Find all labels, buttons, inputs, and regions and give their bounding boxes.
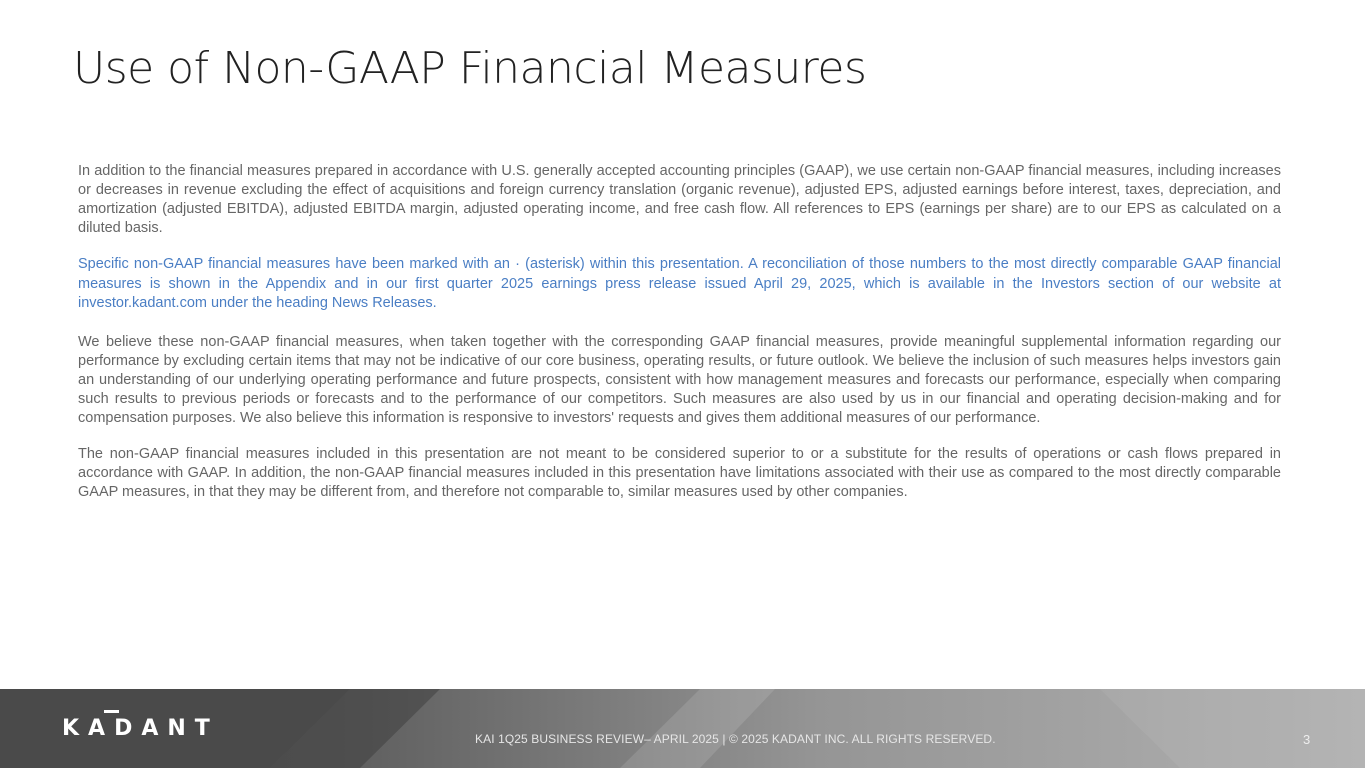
- paragraph-intro: In addition to the financial measures prepared in accordance with U.S. generally accepted accounting principles (GAAP), we use certain non-GAAP financial measures, including increases or decreases in revenue excluding the effect of acquisitions and foreign currency translation (organic revenue), adjusted EPS, adjusted earnings before interest, taxes, depreciation, and amortization (adjusted EBITDA), adjusted EBITDA margin, adjusted operating income, and free cash flow. All references to EPS (earnings per share) are to our EPS as calculated on a diluted basis.: [78, 163, 1281, 236]
- paragraph-reconciliation-note: Specific non-GAAP financial measures have been marked with an · (asterisk) within this presentation. A reconciliation of those numbers to the most directly comparable GAAP financial measures is shown in the Appendix and in our first quarter 2025 earnings press release issued April 29, 2025, which is available in the Investors section of our website at investor.kadant.com under the heading News Releases.: [78, 256, 1281, 311]
- kadant-logo: [62, 707, 222, 747]
- page-title: Use of Non-GAAP Financial Measures: [73, 43, 867, 94]
- body-content: [78, 162, 1281, 519]
- footer-light-stripe: [620, 689, 775, 768]
- footer-light-panel: [1100, 689, 1365, 768]
- logo-wordmark: KADANT: [62, 716, 219, 741]
- page-number: 3: [1303, 732, 1311, 747]
- logo-macron: [104, 710, 119, 713]
- paragraph-rationale: We believe these non-GAAP financial measures, when taken together with the corresponding GAAP financial measures, provide meaningful supplemental information regarding our performance by excluding certain items that may not be indicative of our core business, operating results, or future outlook. We believe the inclusion of such measures helps investors gain an understanding of our underlying operating performance and future prospects, consistent with how management measures and forecasts our performance, especially when comparing such results to previous periods or forecasts and to the performance of our competitors. Such measures are also used by us in our financial and operating decision-making and for compensation purposes. We also believe this information is responsive to investors' requests and gives them additional measures of our performance.: [78, 333, 1281, 426]
- footer-copyright: KAI 1Q25 BUSINESS REVIEW– APRIL 2025 | © 2025 KADANT INC. ALL RIGHTS RESERVED.: [475, 732, 996, 746]
- paragraph-limitations: The non-GAAP financial measures included in this presentation are not meant to be considered superior to or a substitute for the results of operations or cash flows prepared in accordance with GAAP. In addition, the non-GAAP financial measures included in this presentation have limitations associated with their use as compared to the most directly comparable GAAP measures, in that they may be different from, and therefore not comparable to, similar measures used by other companies.: [78, 445, 1281, 500]
- footer-bar: [0, 689, 1365, 768]
